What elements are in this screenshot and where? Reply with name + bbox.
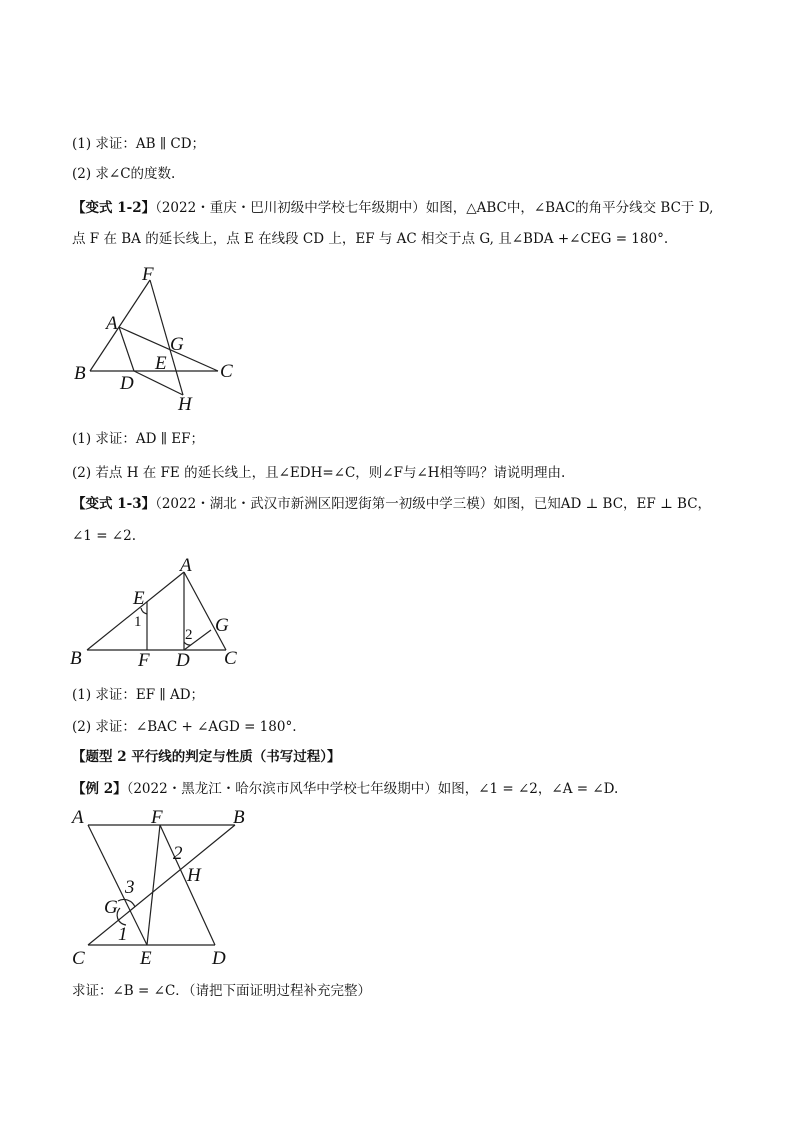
label-B: B [233, 807, 245, 828]
example-2-tag: 【例 2】 [72, 781, 127, 797]
label-A: A [106, 313, 118, 334]
label-F: F [142, 264, 154, 285]
label-B: B [74, 363, 86, 384]
label-G: G [170, 334, 184, 355]
label-G: G [215, 615, 229, 636]
label-A: A [72, 807, 84, 828]
question-1-part-1: (1) 求证：AB ∥ CD； [72, 136, 206, 152]
label-G: G [104, 897, 118, 918]
variant-1-3-part-1: (1) 求证：EF ∥ AD； [72, 687, 205, 703]
variant-1-3-text: （2022・湖北・武汉市新洲区阳逻街第一初级中学三模）如图，已知AD ⊥ BC，EF ⊥ BC， [155, 496, 712, 512]
variant-1-2-condition: 点 F 在 BA 的延长线上，点 E 在线段 CD 上，EF 与 AC 相交于点 G, 且∠BDA +∠CEG = 180°. [72, 231, 669, 247]
label-angle-1: 1 [134, 614, 142, 630]
label-E: E [155, 353, 167, 374]
label-angle-2: 2 [185, 627, 193, 643]
label-H: H [178, 394, 192, 415]
label-F: F [138, 650, 150, 671]
figure-right-triangles [60, 552, 260, 672]
variant-1-2-text: （2022・重庆・巴川初级中学校七年级期中）如图，△ABC中，∠BAC的角平分线交 BC于 D, [155, 200, 714, 216]
figure-triangle-abc-with-fh [60, 258, 260, 418]
label-B: B [70, 648, 82, 669]
example-2-text: （2022・黑龙江・哈尔滨市风华中学校七年级期中）如图，∠1 = ∠2，∠A = ∠D. [126, 781, 619, 797]
label-D: D [212, 948, 226, 969]
variant-1-3-part-2: (2) 求证：∠BAC + ∠AGD = 180°. [72, 719, 297, 735]
label-angle-2: 2 [173, 843, 183, 864]
label-C: C [72, 948, 85, 969]
label-E: E [133, 588, 145, 609]
question-1-part-2: (2) 求∠C的度数. [72, 166, 176, 182]
example-2-prove-statement: 求证：∠B = ∠C．（请把下面证明过程补充完整） [72, 983, 372, 999]
variant-1-2-tag: 【变式 1-2】 [72, 200, 156, 216]
variant-1-3-condition: ∠1 = ∠2. [72, 528, 136, 544]
label-angle-3: 3 [125, 877, 135, 898]
label-H: H [187, 865, 201, 886]
variant-1-2-part-2: (2) 若点 H 在 FE 的延长线上，且∠EDH=∠C，则∠F与∠H相等吗？请说明理由. [72, 465, 566, 481]
label-C: C [224, 648, 237, 669]
variant-1-3-intro [72, 495, 711, 513]
variant-1-2-intro [72, 199, 713, 217]
variant-1-3-tag: 【变式 1-3】 [72, 496, 156, 512]
figure-parallelogram-lines [60, 800, 260, 975]
label-D: D [120, 373, 134, 394]
label-A: A [180, 555, 192, 576]
variant-1-2-part-1: (1) 求证：AD ∥ EF； [72, 431, 205, 447]
label-C: C [220, 361, 233, 382]
label-F: F [151, 807, 163, 828]
section-heading-type-2: 【题型 2 平行线的判定与性质（书写过程）】 [72, 749, 341, 765]
example-2-intro [72, 780, 618, 798]
label-angle-1: 1 [118, 924, 128, 945]
label-D: D [176, 650, 190, 671]
label-E: E [140, 948, 152, 969]
